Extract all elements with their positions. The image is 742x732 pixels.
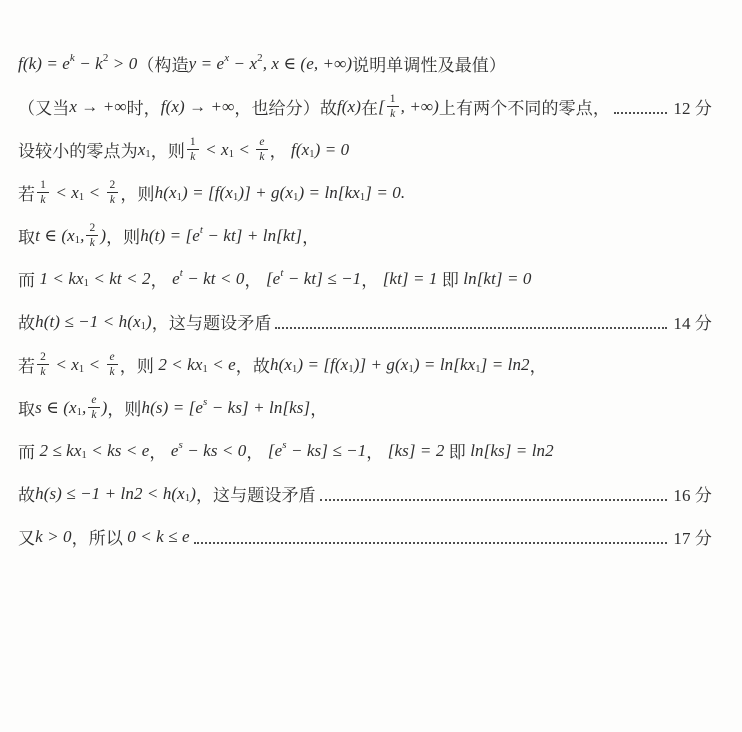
line-take-s — [18, 386, 712, 429]
text-run: ， — [149, 443, 167, 462]
subscript: 1 — [228, 149, 235, 160]
subscript: 1 — [475, 364, 481, 375]
text-run: f(x) — [336, 96, 361, 116]
text-run: 若 — [18, 185, 36, 204]
text-run: 时， — [126, 99, 161, 118]
text-run: ，故 — [235, 357, 270, 376]
text-run: [e — [263, 440, 283, 460]
text-run: ，所以 — [71, 529, 128, 548]
subscript: 1 — [202, 364, 208, 375]
text-run: 2 < kx — [158, 354, 203, 374]
text-run: f(x — [286, 139, 310, 159]
text-run: 又 — [18, 529, 36, 548]
subscript: 1 — [78, 192, 85, 203]
text-run: h(t) = [e — [140, 225, 200, 245]
dot-leader — [194, 542, 668, 544]
fraction-denominator: k — [89, 236, 95, 249]
text-run: 故 — [18, 314, 36, 333]
text-run: ，则 — [107, 400, 142, 419]
text-run: , — [81, 397, 87, 417]
subscript: 1 — [176, 192, 182, 203]
text-run: ， — [310, 400, 328, 419]
score-label: 12 分 — [673, 99, 712, 118]
fraction-denominator: k — [109, 365, 115, 378]
text-run: 设较小的零点为 — [18, 142, 138, 161]
text-run: f(x) → +∞ — [160, 96, 235, 116]
text-run: − kt < 0 — [182, 268, 245, 288]
text-run: 说明单调性及最值） — [352, 56, 506, 75]
text-run: y = e — [188, 53, 225, 73]
text-run: ) = ln[kx — [413, 354, 476, 374]
superscript: k — [69, 51, 75, 64]
text-run: ， — [150, 271, 168, 290]
subscript: 1 — [309, 149, 315, 160]
superscript: 2 — [102, 51, 109, 64]
text-run: [e — [261, 268, 281, 288]
text-run: ) — [101, 397, 108, 417]
fraction — [107, 351, 118, 378]
score-label: 17 分 — [673, 529, 712, 548]
text-run: s ∈ (x — [35, 397, 77, 417]
fraction-numerator: 2 — [86, 222, 98, 236]
text-run: x — [137, 139, 146, 159]
dot-leader — [614, 112, 667, 114]
text-run: < ks < e — [86, 440, 150, 460]
fraction — [107, 179, 119, 206]
line-case2-h-equals-ln2 — [18, 343, 712, 386]
text-run: ，则 — [119, 357, 159, 376]
text-run: ， — [302, 228, 320, 247]
text-run: ] = 0. — [365, 182, 406, 202]
text-run: ln[ks] = ln2 — [470, 440, 554, 460]
fraction-denominator: k — [40, 193, 46, 206]
subscript: 1 — [140, 321, 146, 332]
subscript: 1 — [78, 364, 85, 375]
fraction-numerator: 1 — [387, 93, 399, 107]
subscript: 1 — [408, 364, 414, 375]
text-run: ) — [190, 483, 196, 503]
line-smaller-zero — [18, 128, 712, 171]
text-run: h(t) ≤ −1 < h(x — [35, 311, 141, 331]
text-run: 即 — [444, 443, 471, 462]
text-run: ，也给分）故 — [234, 99, 337, 118]
text-run: ) = [f(x — [181, 182, 233, 202]
text-run: − kt] + ln[kt] — [203, 225, 303, 245]
text-run: ，则 — [150, 142, 185, 161]
text-run: （又当 — [18, 99, 70, 118]
text-run: 若 — [18, 357, 36, 376]
subscript: 1 — [145, 149, 151, 160]
superscript: t — [280, 266, 284, 279]
superscript: s — [282, 438, 287, 451]
text-run: − ks] ≤ −1 — [286, 440, 367, 460]
score-label: 14 分 — [673, 314, 712, 333]
text-run: ) — [146, 311, 152, 331]
text-run: 2 ≤ kx — [39, 440, 82, 460]
fraction-numerator: 1 — [37, 179, 49, 193]
text-run: 取 — [18, 228, 36, 247]
fraction-numerator: e — [256, 136, 267, 150]
subscript: 1 — [83, 278, 89, 289]
superscript: s — [178, 438, 183, 451]
text-run: h(s) = [e — [141, 397, 204, 417]
fraction — [86, 222, 98, 249]
text-run: ，这与题设矛盾 — [151, 314, 272, 333]
fraction-denominator: k — [109, 193, 116, 206]
fraction-numerator: 2 — [37, 351, 49, 365]
fraction-denominator: k — [91, 408, 97, 421]
text-run: , — [80, 225, 85, 245]
fraction — [37, 351, 49, 378]
line-two-zeros-12pts — [18, 85, 712, 128]
line-t-bounds — [18, 257, 712, 300]
text-run: ， — [246, 443, 264, 462]
fraction-denominator: k — [390, 107, 396, 120]
fraction-numerator: e — [88, 394, 99, 408]
text-run: − ks < 0 — [182, 440, 247, 460]
text-run: e — [166, 440, 179, 460]
fraction — [387, 93, 399, 120]
text-run: ) — [100, 225, 107, 245]
text-run: 而 — [18, 443, 40, 462]
subscript: 1 — [74, 235, 81, 246]
score-label: 16 分 — [673, 486, 712, 505]
text-run: < — [84, 182, 105, 202]
text-run: x → +∞ — [69, 96, 127, 116]
subscript: 1 — [232, 192, 239, 203]
subscript: 1 — [184, 493, 191, 504]
fraction-numerator: 1 — [187, 136, 199, 150]
text-run: − x — [229, 53, 258, 73]
text-run: ， — [244, 271, 262, 290]
text-run: < e — [207, 354, 236, 374]
text-run: < — [234, 139, 255, 159]
text-run: ) = 0 — [314, 139, 350, 159]
text-run: [kt] = 1 — [378, 268, 438, 288]
subscript: 1 — [76, 407, 82, 418]
text-run: ， — [529, 357, 547, 376]
text-run: e — [167, 268, 180, 288]
subscript: 1 — [291, 364, 298, 375]
fraction — [187, 136, 199, 163]
text-run: h(s) ≤ −1 + ln2 < h(x — [35, 483, 185, 503]
text-run: ) = ln[kx — [298, 182, 360, 202]
text-run: < x — [50, 182, 79, 202]
text-run: 而 — [18, 271, 40, 290]
line-contradiction-14pts — [18, 300, 712, 343]
line-take-t — [18, 214, 712, 257]
text-run: h(x — [154, 182, 177, 202]
superscript: t — [179, 266, 183, 279]
fraction — [256, 136, 267, 163]
fraction-denominator: k — [190, 150, 196, 163]
text-run: ， — [269, 142, 287, 161]
text-run: t ∈ (x — [35, 225, 75, 245]
fraction-numerator: 2 — [107, 179, 119, 193]
subscript: 1 — [359, 192, 366, 203]
text-run: )] + g(x — [353, 354, 409, 374]
fraction — [37, 179, 49, 206]
text-run: < — [84, 354, 105, 374]
text-run: [ks] = 2 — [383, 440, 445, 460]
text-run: , +∞) — [400, 96, 439, 116]
subscript: 1 — [348, 364, 354, 375]
text-run: , x ∈ (e, +∞) — [262, 53, 353, 73]
text-run: − kt] ≤ −1 — [283, 268, 362, 288]
text-run: k > 0 — [35, 526, 72, 546]
superscript: 2 — [257, 51, 263, 64]
text-run: ，则 — [106, 228, 141, 247]
line-conclusion-17pts — [18, 515, 712, 558]
superscript: t — [199, 223, 204, 236]
text-run: < kt < 2 — [88, 268, 151, 288]
text-run: ] = ln2 — [480, 354, 530, 374]
text-run: − k — [74, 53, 103, 73]
dot-leader — [275, 327, 667, 329]
text-run: f(k) = e — [18, 53, 70, 73]
text-run: ln[kt] = 0 — [463, 268, 532, 288]
text-run: > 0 — [108, 53, 138, 73]
text-run: )] + g(x — [238, 182, 294, 202]
text-run: h(x — [269, 354, 292, 374]
text-run: 故 — [18, 486, 36, 505]
line-case1-h-equals-0 — [18, 171, 712, 214]
text-run: 取 — [18, 400, 36, 419]
text-run: ，则 — [120, 185, 155, 204]
line-fk-positive — [18, 42, 712, 85]
superscript: x — [224, 51, 230, 64]
text-run: 即 — [437, 271, 464, 290]
text-run: < x — [200, 139, 229, 159]
text-run: ， — [361, 271, 379, 290]
text-run: 0 < k ≤ e — [127, 526, 190, 546]
text-run: 在 — [360, 99, 379, 118]
text-run: − ks] + ln[ks] — [207, 397, 311, 417]
line-contradiction-16pts — [18, 472, 712, 515]
text-run: （构造 — [137, 56, 189, 75]
dot-leader — [320, 499, 668, 501]
text-run: ，这与题设矛盾 — [195, 486, 316, 505]
subscript: 1 — [81, 450, 87, 461]
text-run: ， — [366, 443, 384, 462]
fraction — [88, 394, 99, 421]
subscript: 1 — [293, 192, 299, 203]
fraction-numerator: e — [107, 351, 118, 365]
fraction-denominator: k — [40, 365, 46, 378]
superscript: s — [203, 395, 208, 408]
line-s-bounds — [18, 429, 712, 472]
fraction-denominator: k — [259, 150, 265, 163]
text-run: 上有两个不同的零点， — [438, 99, 610, 118]
text-run: 1 < kx — [39, 268, 84, 288]
text-run: < x — [50, 354, 79, 374]
text-run: ) = [f(x — [297, 354, 349, 374]
text-run: [ — [378, 96, 385, 116]
